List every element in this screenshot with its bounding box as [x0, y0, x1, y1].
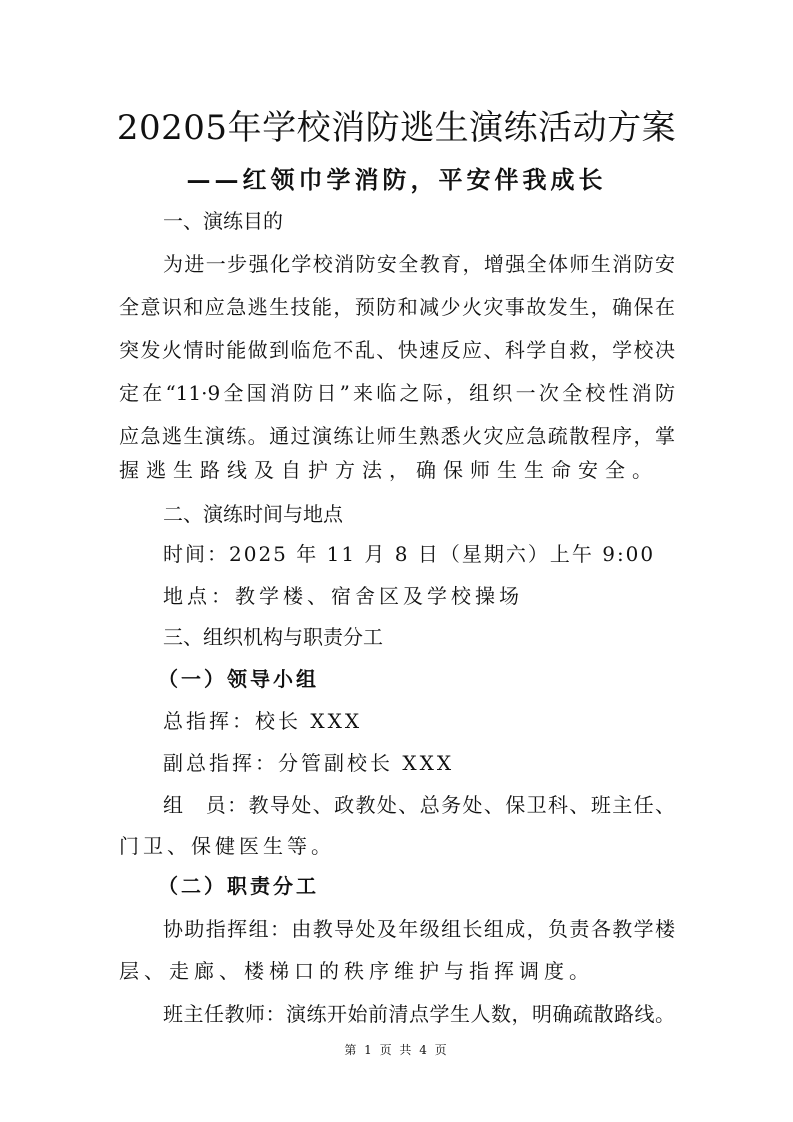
paragraph-line: 握逃生路线及自护方法，确保师生生命安全。 — [119, 458, 659, 482]
paragraph-line: 为进一步强化学校消防安全教育，增强全体师生消防安 — [163, 252, 675, 276]
deputy-commander: 副总指挥：分管副校长 XXX — [163, 751, 455, 775]
document-title: 20205年学校消防逃生演练活动方案 — [116, 108, 677, 148]
section-heading-organization: 三、组织机构与职责分工 — [163, 625, 383, 649]
paragraph-line: 全意识和应急逃生技能，预防和减少火灾事故发生，确保在 — [119, 295, 675, 319]
assist-line: 协助指挥组：由教导处及年级组长组成，负责各教学楼 — [163, 917, 675, 941]
assist-line: 层、走廊、楼梯口的秩序维护与指挥调度。 — [119, 959, 594, 983]
drill-place: 地点：教学楼、宿舍区及学校操场 — [163, 584, 523, 608]
drill-time: 时间：2025 年 11 月 8 日（星期六）上午 9:00 — [163, 542, 656, 566]
page-footer: 第 1 页 共 4 页 — [344, 1043, 449, 1057]
subsection-heading-duties: （二）职责分工 — [158, 874, 319, 898]
document-subtitle: ——红领巾学消防，平安伴我成长 — [186, 165, 607, 194]
paragraph-line: 突发火情时能做到临危不乱、快速反应、科学自救，学校决 — [119, 338, 675, 362]
commander: 总指挥：校长 XXX — [163, 709, 363, 733]
paragraph-line: 应急逃生演练。通过演练让师生熟悉火灾应急疏散程序，掌 — [119, 424, 675, 448]
members-line: 组 员：教导处、政教处、总务处、保卫科、班主任、 — [163, 793, 675, 817]
members-line: 门卫、保健医生等。 — [119, 834, 335, 858]
paragraph-line: 定在“11·9全国消防日”来临之际，组织一次全校性消防 — [119, 381, 675, 405]
section-heading-time-place: 二、演练时间与地点 — [163, 502, 343, 526]
section-heading-purpose: 一、演练目的 — [163, 209, 283, 233]
teacher-line: 班主任教师：演练开始前清点学生人数，明确疏散路线。 — [163, 1002, 675, 1026]
subsection-heading-leadership: （一）领导小组 — [158, 667, 319, 691]
